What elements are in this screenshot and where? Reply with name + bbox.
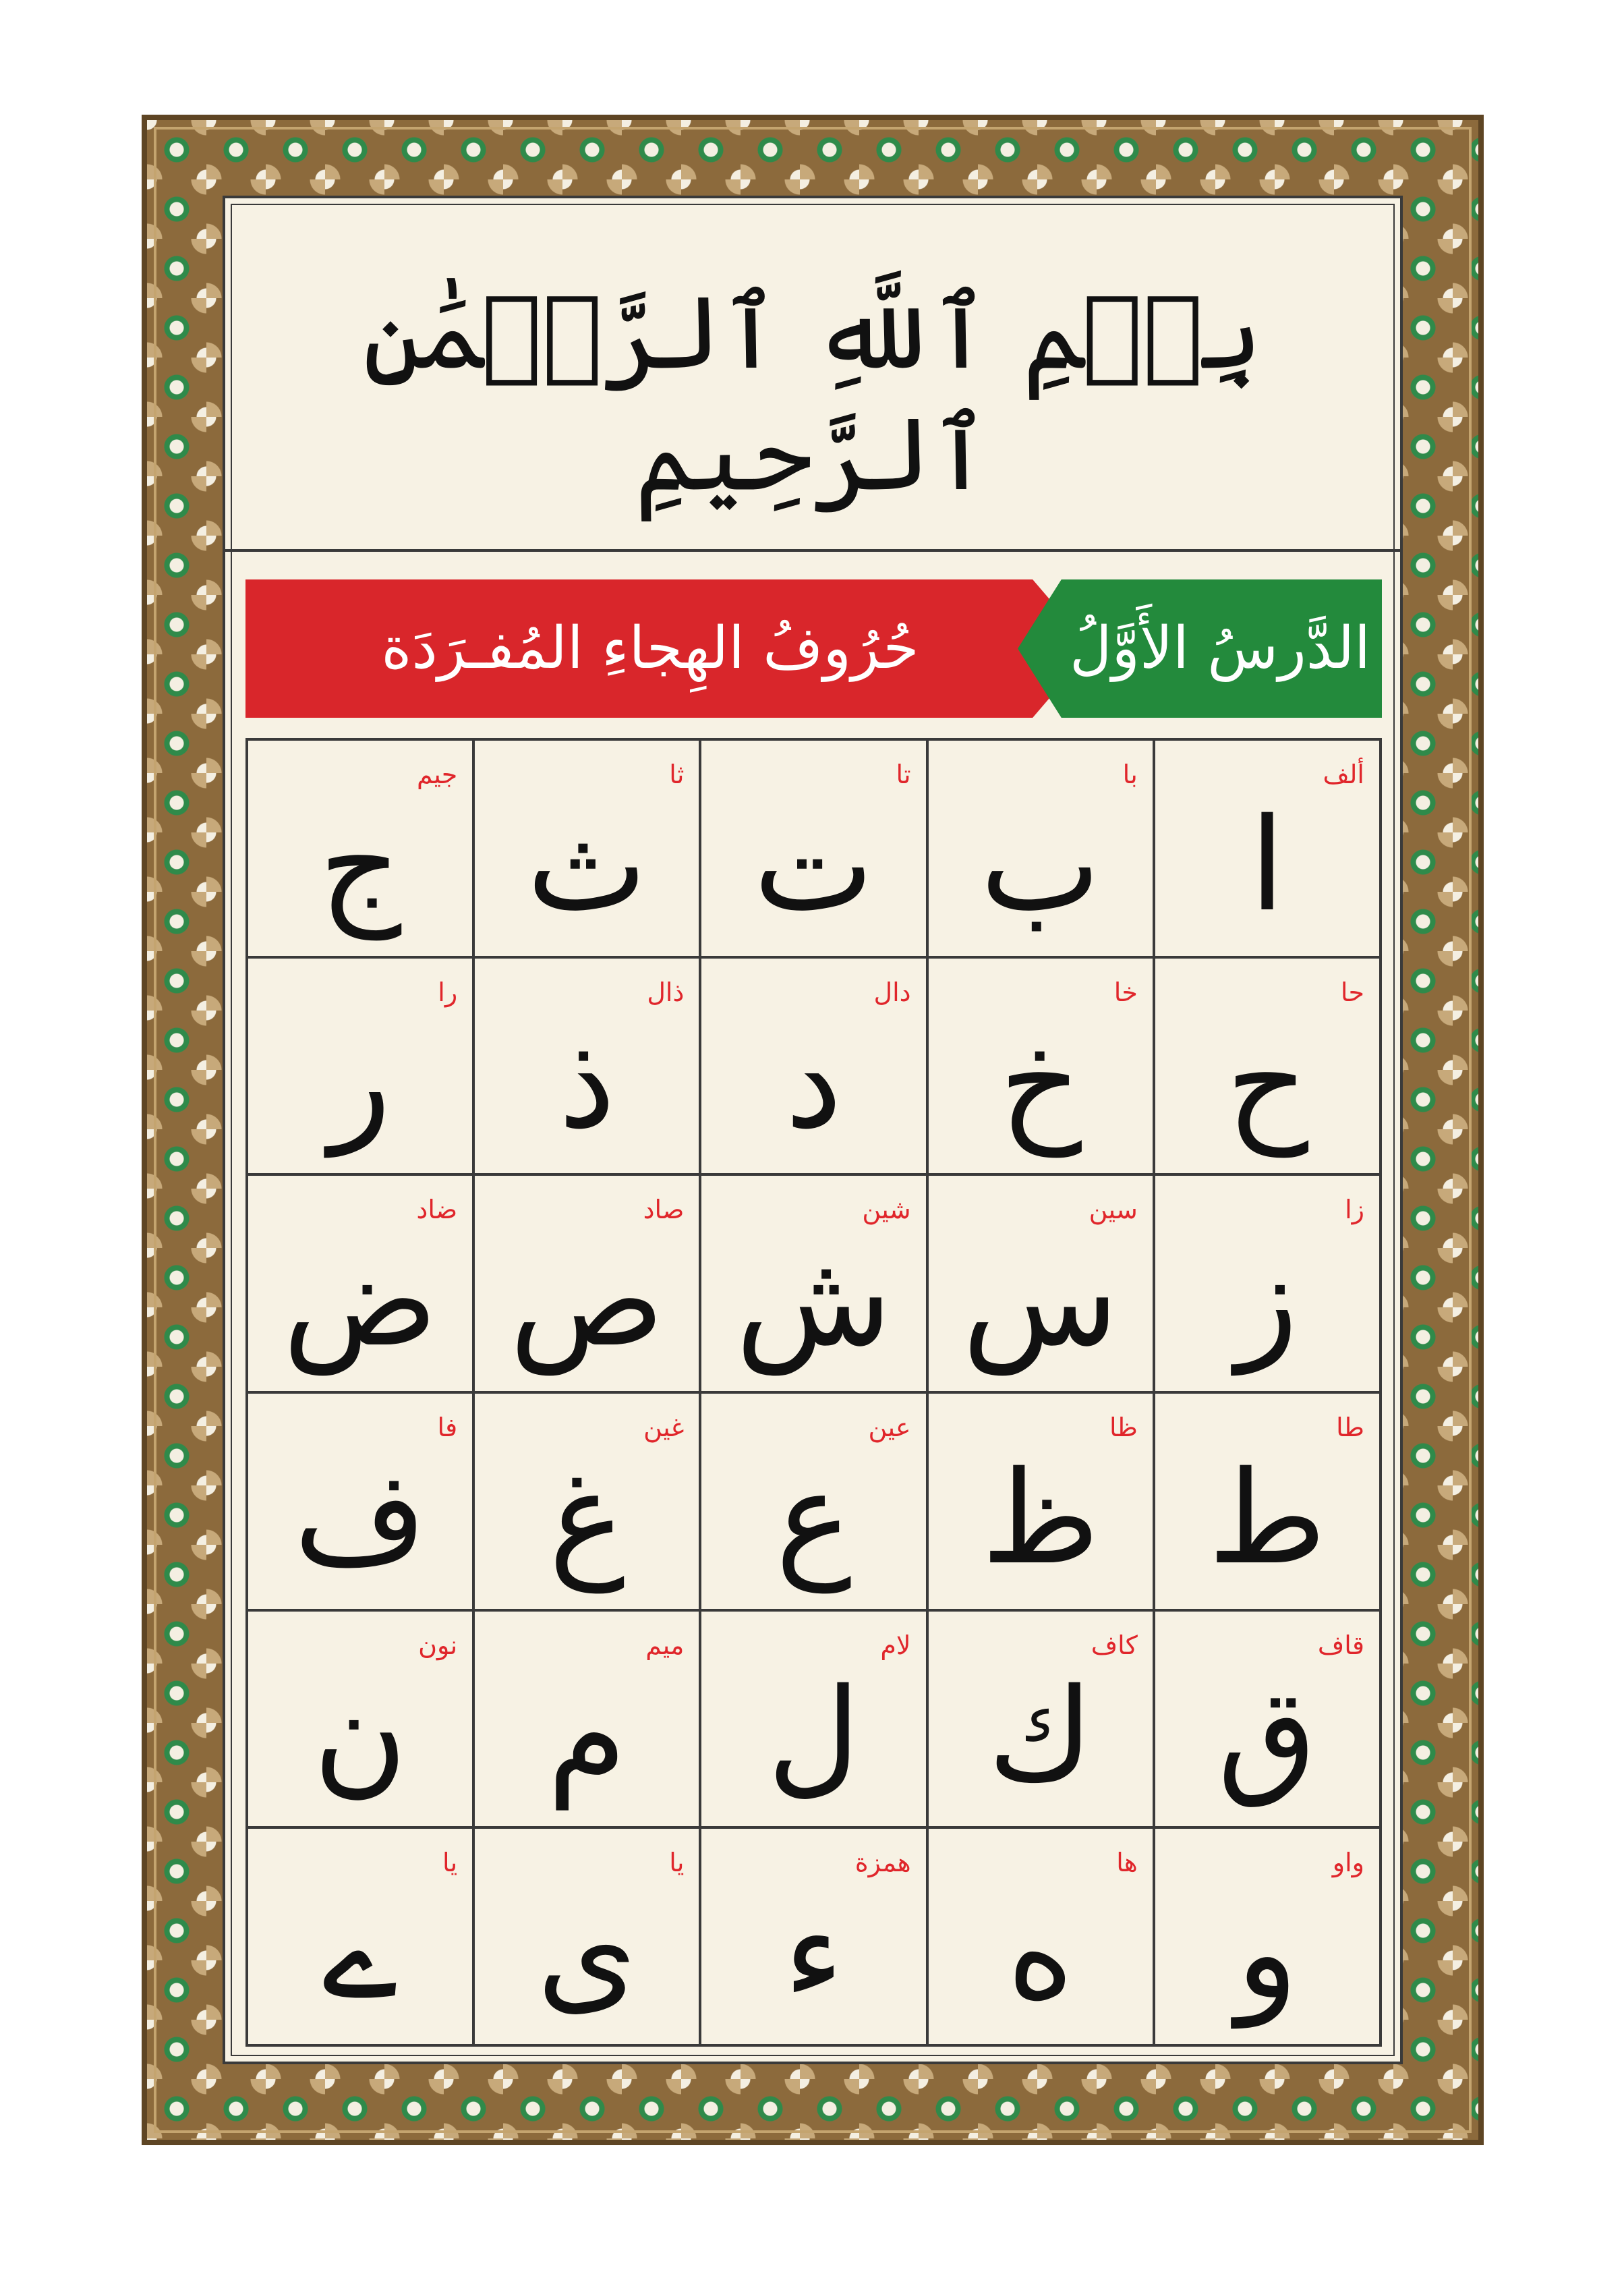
letter-name: دال bbox=[873, 977, 911, 1007]
letter-cell bbox=[929, 741, 1155, 959]
letter-cell bbox=[1155, 1829, 1382, 2047]
letter-cell bbox=[701, 1612, 928, 1829]
letter-cell bbox=[475, 1176, 701, 1394]
letter-glyph: و bbox=[1236, 1879, 1298, 2028]
letter-name: زا bbox=[1345, 1195, 1364, 1225]
letter-glyph: ا bbox=[1249, 790, 1285, 940]
letter-glyph: م bbox=[547, 1661, 627, 1811]
letter-glyph: ه bbox=[1006, 1879, 1074, 2028]
letter-glyph: ف bbox=[293, 1443, 427, 1593]
letter-cell bbox=[248, 1176, 475, 1394]
letter-glyph: س bbox=[962, 1226, 1119, 1375]
letter-glyph: ط bbox=[1208, 1443, 1327, 1593]
letter-cell bbox=[1155, 959, 1382, 1176]
letter-name: حا bbox=[1340, 977, 1364, 1007]
letter-glyph: ض bbox=[283, 1226, 438, 1375]
letter-glyph: ذ bbox=[558, 1008, 616, 1158]
letter-cell bbox=[248, 1394, 475, 1612]
letter-cell bbox=[1155, 1394, 1382, 1612]
letter-glyph: د bbox=[785, 1008, 842, 1158]
page-panel bbox=[223, 196, 1403, 2064]
letter-name: جيم bbox=[416, 760, 458, 789]
letter-name: واو bbox=[1332, 1848, 1364, 1878]
letter-name: كاف bbox=[1091, 1630, 1138, 1660]
letter-cell bbox=[929, 1176, 1155, 1394]
letter-glyph: ب bbox=[980, 790, 1101, 940]
letter-name: همزة bbox=[854, 1848, 911, 1878]
letter-glyph: ت bbox=[753, 790, 874, 940]
letter-cell bbox=[701, 1829, 928, 2047]
banner-title: حُرُوفُ الهِجاءِ المُفـرَدَة bbox=[381, 615, 919, 682]
letter-name: ضاد bbox=[416, 1195, 458, 1225]
letter-name: تا bbox=[896, 760, 911, 789]
letter-glyph: ق bbox=[1217, 1661, 1317, 1811]
letter-glyph: خ bbox=[999, 1008, 1082, 1158]
letter-name: ألف bbox=[1323, 760, 1364, 789]
letter-cell bbox=[475, 1612, 701, 1829]
letter-name: خا bbox=[1113, 977, 1138, 1007]
letter-glyph: ء bbox=[783, 1879, 844, 2028]
letter-cell bbox=[1155, 741, 1382, 959]
bismillah-heading: بِسۡمِ ٱللَّهِ ٱلرَّحۡمَٰنِ ٱلرَّحِيمِ bbox=[362, 275, 1263, 513]
letter-name: نون bbox=[418, 1630, 458, 1660]
letter-name: ثا bbox=[669, 760, 685, 789]
letter-cell bbox=[929, 1612, 1155, 1829]
letter-glyph: ے bbox=[322, 1879, 398, 2028]
letter-cell bbox=[475, 741, 701, 959]
letter-cell bbox=[1155, 1176, 1382, 1394]
letter-name: فا bbox=[437, 1412, 458, 1442]
letter-cell bbox=[475, 1394, 701, 1612]
letter-glyph: ى bbox=[536, 1879, 637, 2028]
lesson-banner bbox=[245, 579, 1382, 718]
letter-glyph: ش bbox=[735, 1226, 892, 1375]
letter-name: يا bbox=[669, 1848, 685, 1878]
letter-cell bbox=[929, 1829, 1155, 2047]
letter-cell bbox=[701, 959, 928, 1176]
letter-name: ظا bbox=[1109, 1412, 1138, 1442]
letter-glyph: غ bbox=[548, 1443, 625, 1593]
letter-name: ها bbox=[1116, 1848, 1138, 1878]
letter-glyph: ص bbox=[509, 1226, 665, 1375]
letter-cell bbox=[475, 959, 701, 1176]
divider-line bbox=[225, 549, 1400, 552]
letter-name: قاف bbox=[1317, 1630, 1364, 1660]
letter-cell bbox=[929, 959, 1155, 1176]
letter-cell bbox=[701, 1176, 928, 1394]
letter-glyph: ر bbox=[329, 1008, 391, 1158]
letter-name: سين bbox=[1089, 1195, 1138, 1225]
letter-name: صاد bbox=[643, 1195, 685, 1225]
letter-glyph: ح bbox=[1225, 1008, 1309, 1158]
letter-name: لام bbox=[880, 1630, 911, 1660]
letter-cell bbox=[701, 741, 928, 959]
letter-glyph: ع bbox=[775, 1443, 852, 1593]
letter-cell bbox=[248, 1829, 475, 2047]
banner-lesson-label: الدَّرسُ الأَوَّلُ bbox=[1069, 615, 1371, 682]
letter-name: غين bbox=[643, 1412, 685, 1442]
letter-cell bbox=[475, 1829, 701, 2047]
letter-name: با bbox=[1122, 760, 1138, 789]
letter-name: ذال bbox=[647, 977, 685, 1007]
letter-cell bbox=[1155, 1612, 1382, 1829]
letter-name: شين bbox=[862, 1195, 911, 1225]
letters-grid bbox=[245, 738, 1382, 2047]
letter-glyph: ن bbox=[313, 1661, 407, 1811]
letter-name: عين bbox=[868, 1412, 911, 1442]
letter-name: را bbox=[438, 977, 458, 1007]
letter-cell bbox=[248, 741, 475, 959]
letter-name: طا bbox=[1336, 1412, 1364, 1442]
letter-glyph: ك bbox=[987, 1661, 1094, 1811]
letter-name: ميم bbox=[645, 1630, 685, 1660]
letter-cell bbox=[929, 1394, 1155, 1612]
letter-glyph: ظ bbox=[981, 1443, 1100, 1593]
letter-cell bbox=[248, 959, 475, 1176]
letter-glyph: ث bbox=[526, 790, 647, 940]
letter-name: يا bbox=[442, 1848, 458, 1878]
letter-glyph: ل bbox=[767, 1661, 861, 1811]
letter-cell bbox=[701, 1394, 928, 1612]
letter-glyph: ز bbox=[1236, 1226, 1298, 1375]
letter-glyph: ج bbox=[318, 790, 402, 940]
letter-cell bbox=[248, 1612, 475, 1829]
